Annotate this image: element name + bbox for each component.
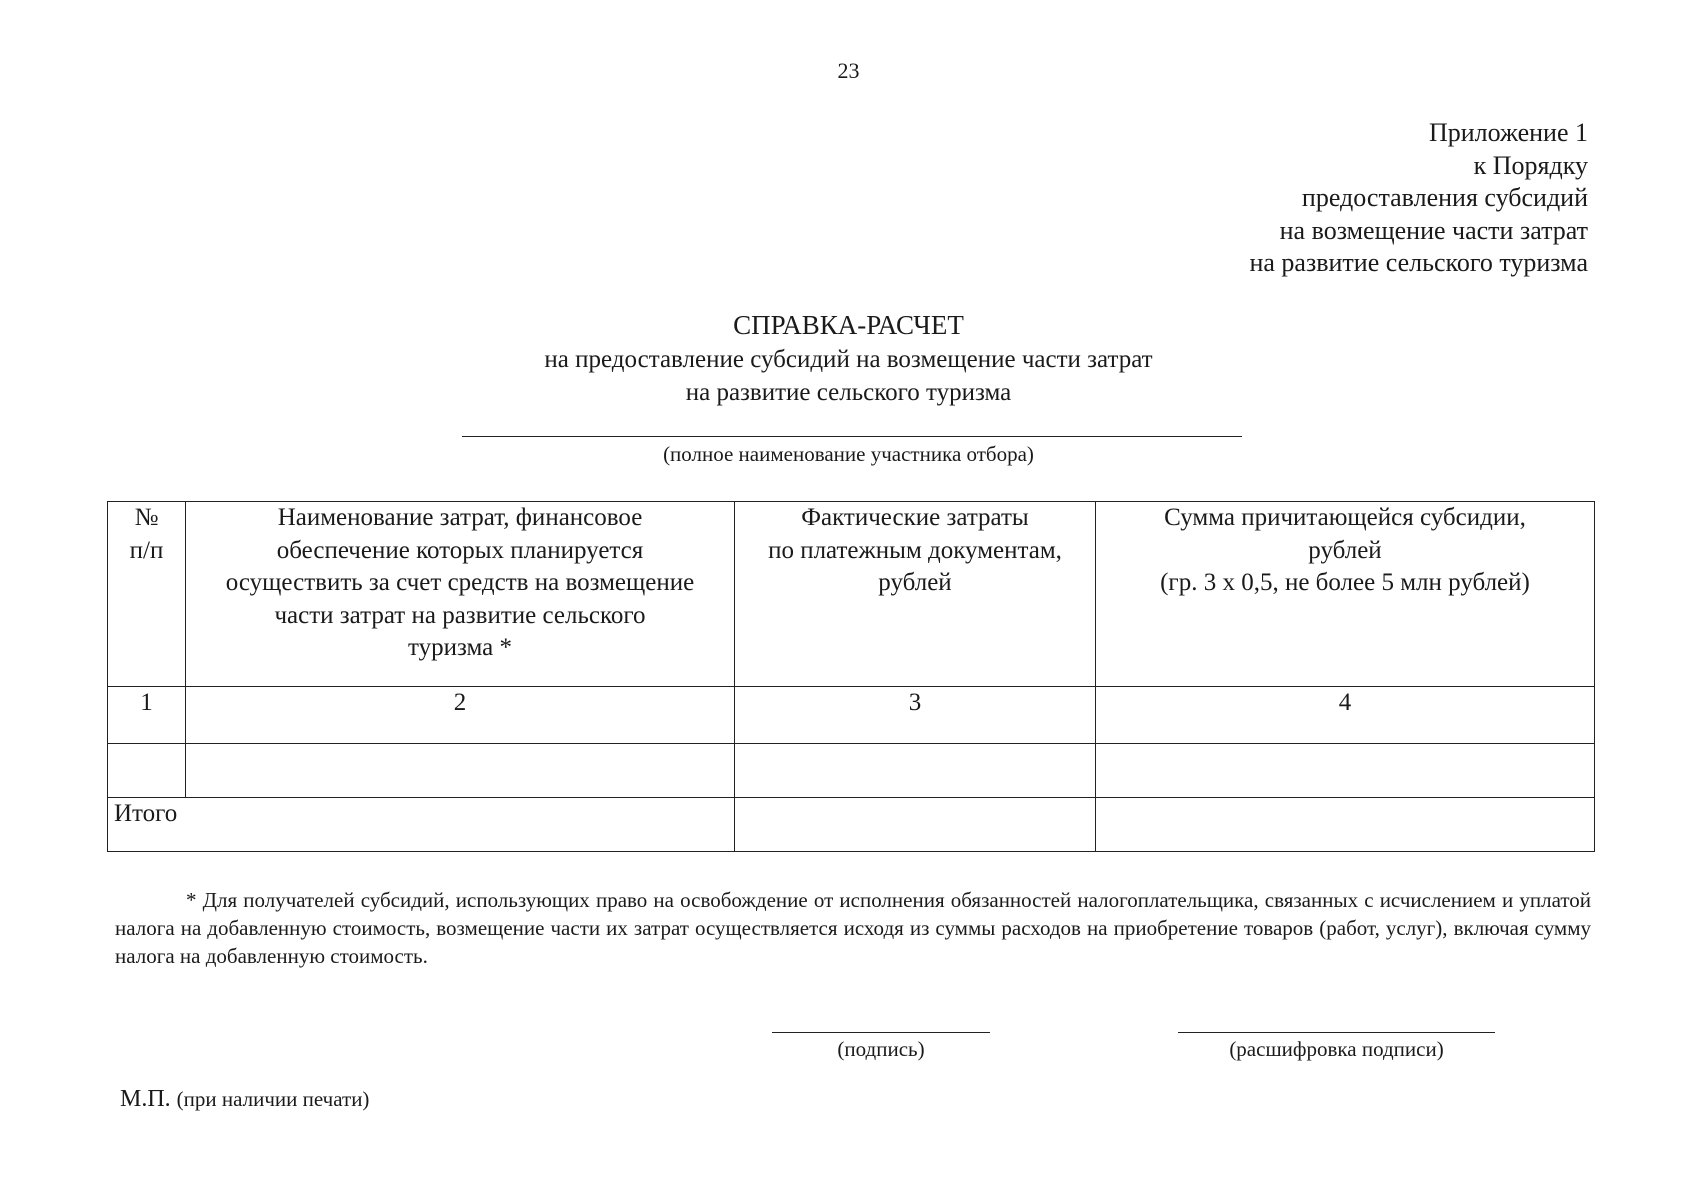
participant-name-caption: (полное наименование участника отбора) <box>663 442 1034 466</box>
total-cell <box>1096 798 1595 852</box>
signature-decode-line <box>1178 1032 1495 1033</box>
stamp-note: (при наличии печати) <box>176 1087 370 1111</box>
column-number-row <box>108 687 1595 744</box>
footnote: * Для получателей субсидий, использующих право на освобождение от исполнения обязанностей налогоплательщика, связанных с исчислением и уплатой налога на добавленную стоимость, возмещение части их затрат осуществляется исходя из суммы расходов на приобретение товаров (работ, услуг), включая сумму налога на добавленную стоимость. <box>115 888 1591 968</box>
signature-line <box>772 1032 990 1033</box>
table-cell <box>1096 744 1595 798</box>
header-text: осуществить за счет средств на возмещение <box>225 569 695 596</box>
header-text: Сумма причитающейся субсидии, <box>1164 504 1526 531</box>
column-number-cell: 4 <box>1096 687 1595 744</box>
header-text: части затрат на развитие сельского <box>274 601 646 629</box>
table-cell <box>108 744 186 798</box>
table-header-row <box>108 502 1595 687</box>
header-cell-actual-costs <box>735 502 1096 687</box>
table-cell <box>186 744 735 798</box>
participant-name-line <box>462 436 1242 437</box>
total-cell <box>735 798 1096 852</box>
header-text: рублей <box>878 569 952 596</box>
calculation-table <box>107 501 1595 852</box>
header-text: Наименование затрат, финансовое <box>277 504 643 531</box>
column-number-cell: 3 <box>735 687 1096 744</box>
appendix-line: Приложение 1 <box>1428 118 1588 147</box>
table-row <box>108 744 1595 798</box>
subtitle-line: на развитие сельского туризма <box>685 378 1012 406</box>
header-text: по платежным документам, <box>768 536 1062 564</box>
subtitle-line: на предоставление субсидий на возмещение части затрат <box>544 346 1153 373</box>
page-number: 23 <box>837 58 860 83</box>
total-label: Итого <box>108 798 735 852</box>
header-cell-number <box>108 502 186 687</box>
header-cell-subsidy-sum <box>1096 502 1595 687</box>
header-text: п/п <box>129 536 164 564</box>
table-cell <box>735 744 1096 798</box>
header-text: туризма * <box>408 634 512 661</box>
header-text: № <box>134 504 159 531</box>
appendix-line: на возмещение части затрат <box>1279 215 1588 245</box>
document-title: СПРАВКА-РАСЧЕТ <box>733 310 964 340</box>
signature-decode-caption: (расшифровка подписи) <box>1229 1037 1444 1061</box>
header-cell-cost-name <box>186 502 735 687</box>
header-text: обеспечение которых планируется <box>276 536 644 564</box>
column-number-cell: 1 <box>108 687 186 744</box>
header-text: (гр. 3 х 0,5, не более 5 млн рублей) <box>1160 569 1530 596</box>
signature-caption: (подпись) <box>837 1037 925 1061</box>
appendix-block <box>1249 117 1588 280</box>
header-text: Фактические затраты <box>801 504 1029 531</box>
appendix-line: к Порядку <box>1473 150 1588 180</box>
total-row <box>108 798 1595 852</box>
stamp-place <box>120 1086 369 1113</box>
document-subtitle <box>0 344 1697 409</box>
column-number-cell: 2 <box>186 687 735 744</box>
appendix-line: предоставления субсидий <box>1301 183 1588 212</box>
stamp-label: М.П. <box>120 1086 171 1112</box>
appendix-line: на развитие сельского туризма <box>1249 248 1588 277</box>
header-text: рублей <box>1308 536 1382 564</box>
